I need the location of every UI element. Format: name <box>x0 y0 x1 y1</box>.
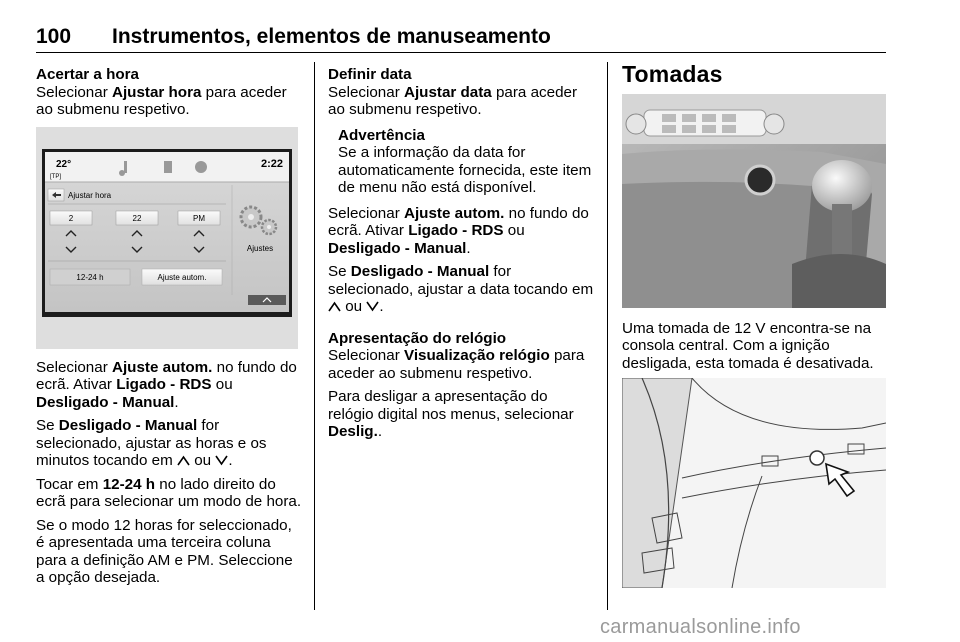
paragraph: Se o modo 12 horas for seleccionado, é apresentada uma terceira coluna para a definição AM e PM. Seleccione a opção desejada. <box>36 516 293 586</box>
minute-value: 22 <box>132 213 142 223</box>
paragraph: Selecionar Ajustar hora para aceder ao submenu respetivo. <box>36 83 287 118</box>
center-console-socket-figure <box>622 94 886 308</box>
paragraph: Uma tomada de 12 V encontra-se na consola central. Com a ignição desligada, esta tomada é desativada. <box>622 319 874 372</box>
chevron-up-icon <box>328 301 341 312</box>
column-1 <box>36 66 302 593</box>
paragraph: Se Desligado - Manual for selecionado, ajustar a data tocando em ou . <box>328 263 594 315</box>
power-socket-icon <box>746 166 774 194</box>
heading-set-date: Definir data <box>328 66 412 83</box>
auto-adjust-button[interactable] <box>142 269 222 285</box>
screen-clock: 2:22 <box>260 157 283 170</box>
hour-value: 2 <box>68 213 74 223</box>
paragraph: Selecionar Ajuste autom. no fundo do ecrã. Ativar Ligado - RDS ou Desligado - Manual. <box>36 358 297 411</box>
chapter-title: Instrumentos, elementos de manuseamento <box>112 25 551 48</box>
settings-label: Ajustes <box>246 243 274 253</box>
time-settings-screen-figure <box>36 127 298 349</box>
svg-text:Ajuste autom.: Ajuste autom. <box>157 272 207 282</box>
paragraph: Para desligar a apresentação do relógio digital nos menus, selecionar Deslig.. <box>328 388 574 440</box>
paragraph: Tocar em 12-24 h no lado direito do ecrã para selecionar um modo de hora. <box>36 475 302 510</box>
section-title: Tomadas <box>622 61 723 87</box>
paragraph: Selecionar Ajuste autom. no fundo do ecrã. Ativar Ligado - RDS ou Desligado - Manual. <box>328 204 589 257</box>
page-number: 100 <box>36 25 72 48</box>
power-socket-icon <box>810 451 824 465</box>
screen-temperature: 22° <box>56 158 72 170</box>
phone-icon <box>164 161 172 173</box>
back-icon[interactable] <box>48 189 64 201</box>
note-box <box>338 127 596 197</box>
column-divider <box>314 62 315 610</box>
screen-tp: [TP] <box>50 173 62 180</box>
screen-menu-title: Ajustar hora <box>68 190 112 200</box>
ampm-value: PM <box>193 213 205 223</box>
collapse-button[interactable] <box>248 295 286 305</box>
svg-text:12-24 h: 12-24 h <box>76 272 104 282</box>
heading-clock-display: Apresentação do relógio <box>328 329 507 347</box>
navigation-icon <box>195 161 207 173</box>
chevron-up-icon <box>177 455 190 466</box>
paragraph: Selecionar Ajustar data para aceder ao submenu respetivo. <box>328 83 578 118</box>
column-3 <box>622 61 888 588</box>
column-divider <box>607 62 608 610</box>
column-2 <box>328 66 596 447</box>
chevron-down-icon <box>366 301 379 312</box>
note-text: Se a informação da data for automaticamente fornecida, este item de menu não está disponível. <box>338 144 592 196</box>
watermark: carmanualsonline.info <box>600 616 801 638</box>
chevron-down-icon <box>215 455 228 466</box>
btn-1224-button[interactable] <box>50 269 130 285</box>
heading-set-time: Acertar a hora <box>36 66 139 83</box>
paragraph: Selecionar Visualização relógio para aceder ao submenu respetivo. <box>328 347 585 382</box>
paragraph: Se Desligado - Manual for selecionado, ajustar as horas e os minutos tocando em ou . <box>36 417 267 469</box>
note-title: Advertência <box>338 126 425 144</box>
trunk-socket-figure <box>622 378 886 588</box>
page-header <box>36 26 886 53</box>
